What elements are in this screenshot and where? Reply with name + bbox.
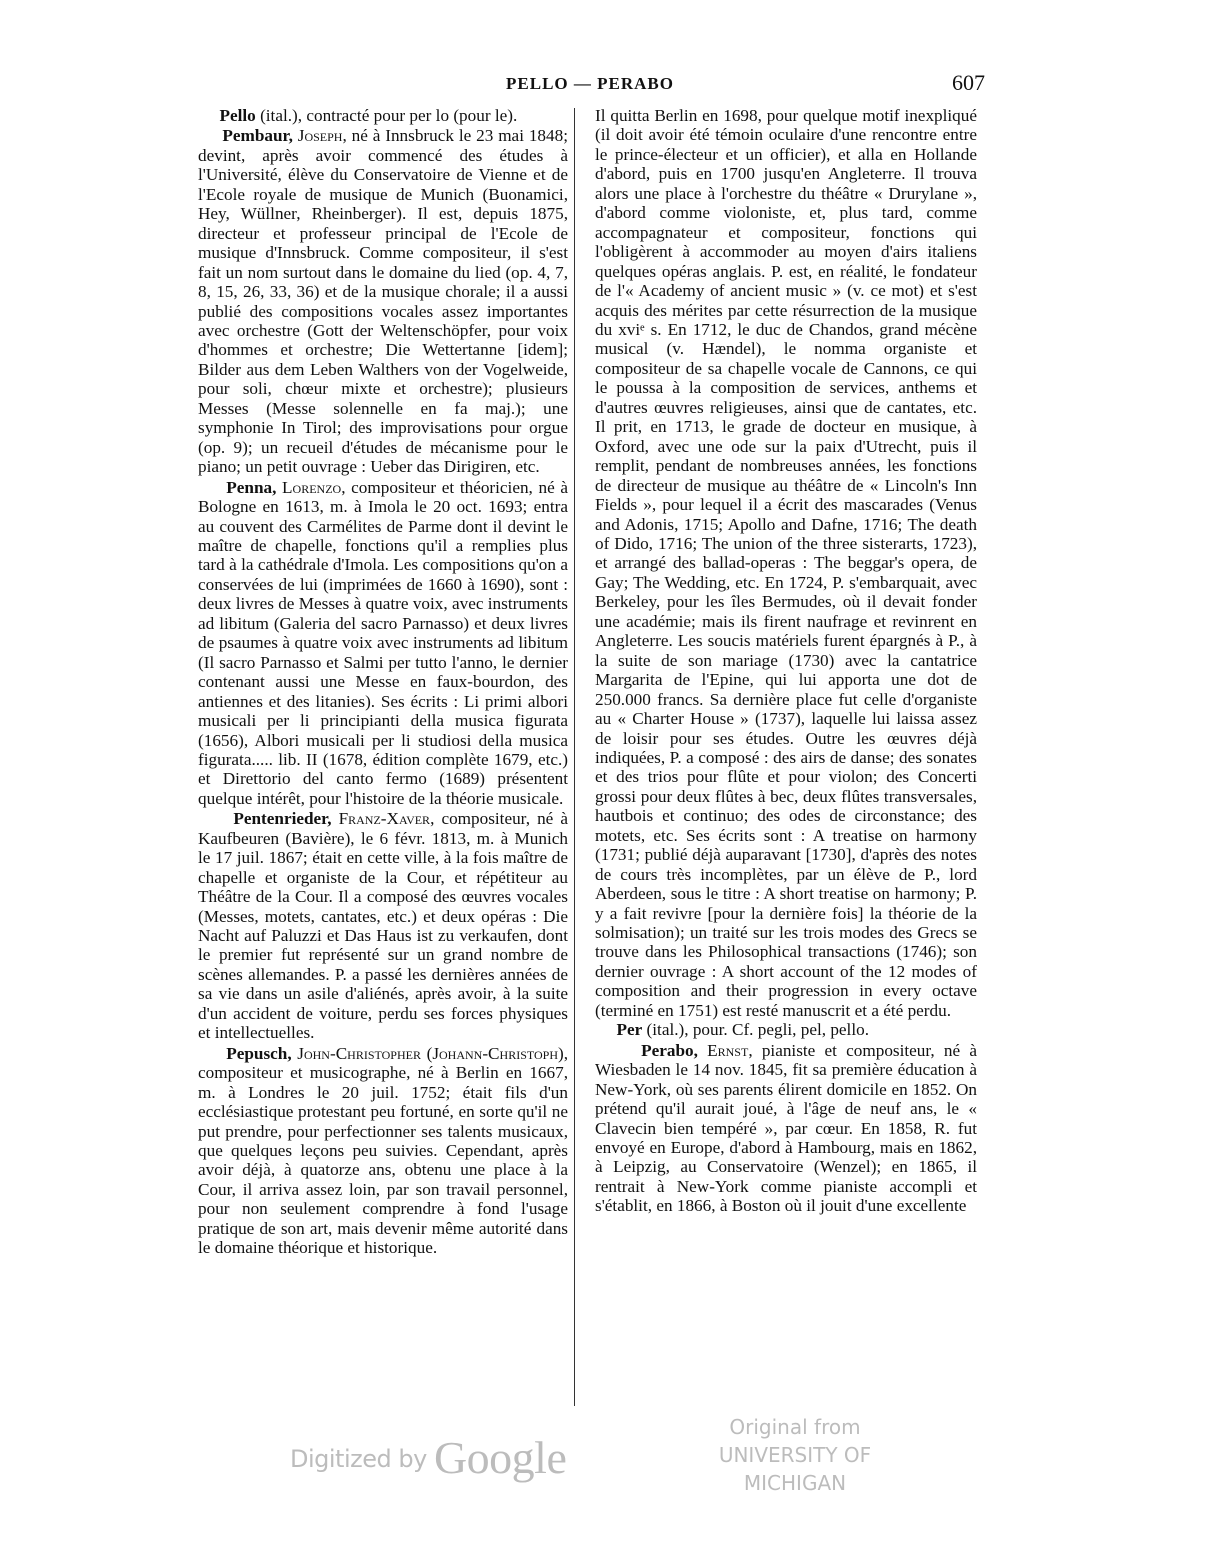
running-head: PELLO — PERABO (506, 74, 674, 93)
entry-text: , compositeur et théoricien, né à Bologne en 1613, m. à Imola le 20 oct. 1693; entra au couvent des Carmélites de Parme dont il devint le maître de chapelle, fonctions qu'il a remplies plus tard à la cathédrale d'Imola. Les compositions qu'on a conservées de lui (imprimées de 1660 à 1690), sont : deux livres de Messes à quatre voix, avec instruments ad libitum (Galeria del sacro Parnasso) et deux livres de psaumes à quatre voix avec instruments ad libitum (Il sacro Parnasso et Salmi per tutto l'anno, le dernier contenant aussi une Messe en faux-bourdon, des antiennes et des litanies). Ses écrits : Li primi albori musicali per li principianti della musica figurata (1656), Albori musicali per li studiosi della musica figurata..... lib. II (1678, édition complète 1679, etc.) et Direttorio del canto fermo (1689) présentent quelque intérêt, pour l'histoire de la théorie musicale. (198, 477, 569, 808)
right-column (595, 106, 977, 1217)
digitization-footer (290, 1413, 930, 1503)
digitized-by-watermark (290, 1431, 566, 1484)
entry-text: , pianiste et compositeur, né à Wiesbaden le 14 nov. 1845, fit sa première éducation à New-York, où ses parents élirent domicile en 1852. On prétend qu'il aurait joué, à l'âge de neuf ans, le « Clavecin bien tempéré », par cœur. En 1858, R. fut envoyé en Europe, d'abord à Hambourg, mais en 1862, à Leipzig, au Conservatoire (Wenzel); en 1865, il rentrait à New-York comme pianiste accompli et s'établit, en 1866, à Boston où il jouit d'une excellente (595, 1040, 977, 1216)
entry-text: , compositeur et musicographe, né à Berlin en 1667, m. à Londres le 20 juil. 1752; était fils d'un ecclésiastique protestant peu fortuné, en sorte qu'il ne put prendre, pour perfectionner ses talents musicaux, que quelques leçons peu suivies. Cependant, après avoir déjà, à quatorze ans, obtenu une place à la Cour, il arriva assez loin, par son travail personnel, pour non seulement comprendre à fond l'usage pratique de son art, mais devenir même autorité dans le domaine théorique et historique. (198, 1043, 569, 1258)
entry-pepusch (198, 1044, 568, 1258)
page-header (195, 70, 985, 110)
entry-headword: Pepusch, (226, 1043, 292, 1063)
entry-headword: Penna, (226, 477, 277, 497)
entry-perabo (595, 1041, 977, 1216)
entry-first-name: Joseph (292, 126, 343, 146)
entry-penna (198, 478, 568, 809)
entry-headword: Pentenrieder, (233, 809, 332, 829)
entry-text: , compositeur, né à Kaufbeuren (Bavière), le 6 févr. 1813, m. à Munich le 17 juil. 1867; était en cette ville, à la fois maître de chapelle et organiste de la Cour, et répétiteur au Théâtre de la Cour. Il a composé des œuvres vocales (Messes, motets, cantates, etc.) et deux opéras : Die Nacht auf Paluzzi et Das Haus ist zu verkaufen, dont le premier fut représenté sur un grand nombre de scènes allemandes. P. a passé les dernières années de sa vie dans un asile d'aliénés, après avoir, à la suite d'un accident de voiture, perdu ses forces physiques et intellectuelles. (198, 809, 569, 1043)
entry-pentenrieder (198, 809, 568, 1042)
page-number: 607 (952, 70, 985, 95)
entry-headword: Per (616, 1020, 643, 1040)
entry-first-name: Lorenzo (276, 477, 342, 497)
entry-text: , né à Innsbruck le 23 mai 1848; devint, après avoir commencé des études à l'Université, élève du Conservatoire de Vienne et de l'Ecole royale de musique de Munich (Buonamici, Hey, Wüllner, Rheinberger). Il est, depuis 1875, directeur et professeur principal de l'Ecole de musique d'Innsbruck. Comme compositeur, il s'est fait un nom surtout dans le domaine du lied (op. 4, 7, 8, 15, 26, 33, 36) et de la musique chorale; il a aussi publié des compositions vocales assez importantes avec orchestre (Gott der Weltenschöpfer, pour voix d'hommes et orchestre; Die Wettertanne [idem]; Bilder aus dem Leben Walthers von der Vogelweide, pour soli, chœur mixte et orchestre); plusieurs Messes (Messe solennelle en fa maj.); une symphonie In Tirol; des improvisations pour orgue (op. 9); un recueil d'études de mécanisme pour le piano; un petit ouvrage : Ueber das Dirigiren, etc. (198, 126, 568, 477)
google-logo: Google (433, 1432, 567, 1483)
entry-headword: Perabo, (641, 1040, 698, 1060)
entry-text: (ital.), pour. Cf. pegli, pel, pello. (642, 1020, 869, 1040)
entry-pepusch-continued: Il quitta Berlin en 1698, pour quelque motif inexpliqué (il doit avoir été témoin oculaire d'une rencontre entre le prince-électeur et un officier), et alla en Hollande d'abord, puis en 1700 jusqu'en Angleterre. Il trouva alors une place à l'orchestre du théâtre « Drurylane », d'abord comme violoniste, et, plus tard, comme accompagnateur et compositeur, fonctions qui l'obligèrent à accommoder au moyen d'airs italiens quelques opéras anglais. P. est, en réalité, le fondateur de l'« Academy of ancient music » (v. ce mot) et s'est acquis des mérites par cette résurrection de la musique du xviᵉ s. En 1712, le duc de Chandos, grand mécène musical (v. Hændel), le nomma organiste et compositeur de sa chapelle vocale de Cannons, ce qui le poussa à la composition de services, anthems et d'autres œuvres religieuses, ainsi que de cantates, etc. Il prit, en 1713, le grade de docteur en musique, à Oxford, avec une ode sur la paix d'Utrecht, puis il remplit, pendant de nombreuses années, les fonctions de directeur de musique au théâtre de « Lincoln's Inn Fields », pour lequel il a écrit des mascarades (Venus and Adonis, 1715; Apollo and Dafne, 1716; The death of Dido, 1716; The union of the three sisterarts, 1723), et arrangé des ballad-operas : The beggar's opera, de Gay; The Wedding, etc. En 1724, P. s'embarquait, avec Berkeley, pour les îles Bermudes, où il devait fonder une académie; mais ils firent naufrage et revinrent en Angleterre. Les soucis matériels furent épargnés à P., à la suite de son mariage (1730) avec la cantatrice Margarita de l'Epine, qui lui apporta une dot de 250.000 francs. Sa dernière place fut celle d'organiste au « Charter House » (1737), laquelle lui laissa assez de loisir pour ses études. Outre les œuvres déjà indiquées, P. a composé : des airs de danse; des sonates et des trios pour flûte et pour violon; des Concerti grossi pour deux flûtes à bec, deux flûtes transversales, hautbois et continuo; des odes de circonstance; des motets, etc. Ses écrits sont : A treatise on harmony (1731; publié déjà auparavant [1730], d'après des notes de cours très incomplètes, par un élève de P., lord Aberdeen, sous le titre : A short treatise on harmony; P. y a fait revivre [pour la dernière fois] la théorie de la solmisation); un traité sur les trois modes des Grecs se trouve dans les Philosophical transactions (1746); son dernier ouvrage : A short account of the 12 modes of composition and their progression in every octave (terminé en 1751) est resté manuscrit et a été perdu. (595, 106, 977, 1020)
entry-first-name: Franz-Xaver (331, 809, 431, 829)
entry-first-name: John-Christopher (Johann-Christoph) (291, 1043, 564, 1063)
entry-text: (ital.), contracté pour per lo (pour le). (255, 106, 518, 125)
left-column (198, 106, 568, 1259)
entry-headword: Pello (219, 106, 256, 125)
text-columns (198, 106, 983, 1406)
entry-pello (198, 106, 568, 125)
entry-per (595, 1020, 977, 1039)
entry-pembaur (198, 126, 568, 476)
entry-first-name: Ernst (697, 1040, 749, 1060)
original-from-text: Original from (729, 1415, 861, 1439)
digitized-by-text: Digitized by (290, 1445, 427, 1473)
original-from-watermark (670, 1413, 920, 1497)
entry-headword: Pembaur, (222, 126, 293, 146)
institution-name: UNIVERSITY OF MICHIGAN (718, 1443, 872, 1495)
column-divider (574, 108, 575, 1406)
